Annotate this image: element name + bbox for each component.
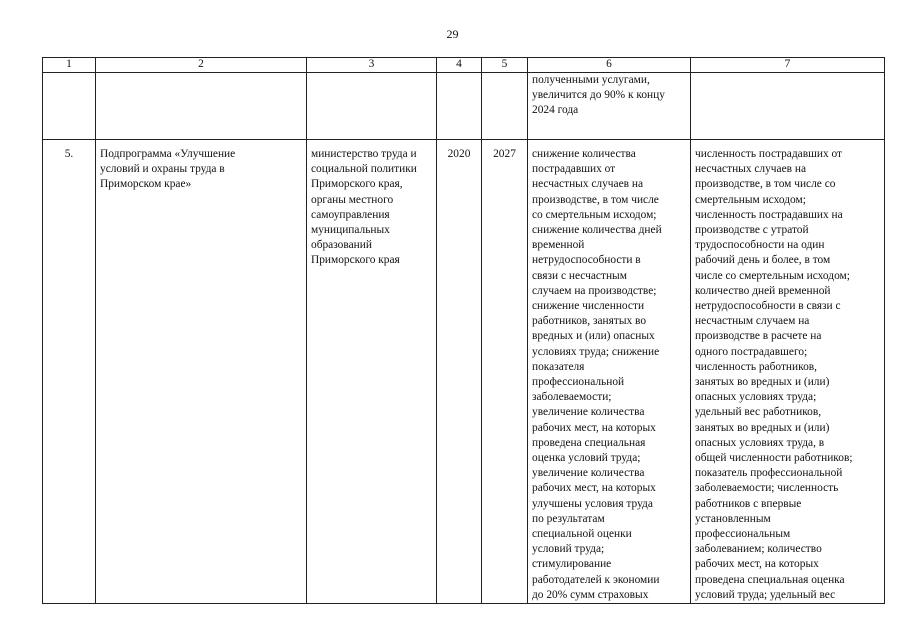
cont-cell-7: [691, 73, 885, 140]
header-col-7: 7: [691, 58, 885, 73]
header-col-4: 4: [437, 58, 482, 73]
cont-results-text: полученными услугами, увеличится до 90% к концу 2024 года: [528, 73, 691, 140]
cont-cell-2: [96, 73, 307, 140]
start-year: 2020: [437, 140, 482, 604]
header-col-6: 6: [528, 58, 691, 73]
expected-results: снижение количества пострадавших от несчастных случаев на производстве, в том числе со смертельным исходом; снижение количества дней временной нетрудоспособности в связи с несчастным случаем на производстве; снижение численности работников, занятых во вредных и (или) опасных условиях труда; снижение показателя профессиональной заболеваемости; увеличение количества рабочих мест, на которых проведена специальная оценка условий труда; увеличение количества рабочих мест, на которых улучшены условия труда по результатам специальной оценки условий труда; стимулирование работодателей к экономии до 20% сумм страховых: [528, 140, 691, 604]
responsible-executor: министерство труда и социальной политики Приморского края, органы местного самоуправления муниципальных образований Приморского края: [307, 140, 437, 604]
continuation-row: [43, 73, 885, 140]
header-col-2: 2: [96, 58, 307, 73]
row-number: 5.: [43, 140, 96, 604]
end-year: 2027: [482, 140, 528, 604]
table-row: [43, 140, 885, 604]
header-col-1: 1: [43, 58, 96, 73]
header-col-3: 3: [307, 58, 437, 73]
header-row: [43, 58, 885, 73]
subprogram-name: Подпрограмма «Улучшение условий и охраны труда в Приморском крае»: [96, 140, 307, 604]
header-col-5: 5: [482, 58, 528, 73]
cont-cell-4: [437, 73, 482, 140]
target-indicators: численность пострадавших от несчастных случаев на производстве, в том числе со смертельным исходом; численность пострадавших на производстве с утратой трудоспособности на один рабочий день и более, в том числе со смертельным исходом; количество дней временной нетрудоспособности в связи с несчастным случаем на производстве в расчете на одного пострадавшего; численность работников, занятых во вредных и (или) опасных условиях труда; удельный вес работников, занятых во вредных и (или) опасных условиях труда, в общей численности работников; показатель профессиональной заболеваемости; численность работников с впервые установленным профессиональным заболеванием; количество рабочих мест, на которых проведена специальная оценка условий труда; удельный вес: [691, 140, 885, 604]
cont-cell-1: [43, 73, 96, 140]
page-number: 29: [446, 27, 459, 41]
program-table: [42, 57, 885, 604]
cont-cell-5: [482, 73, 528, 140]
cont-cell-3: [307, 73, 437, 140]
